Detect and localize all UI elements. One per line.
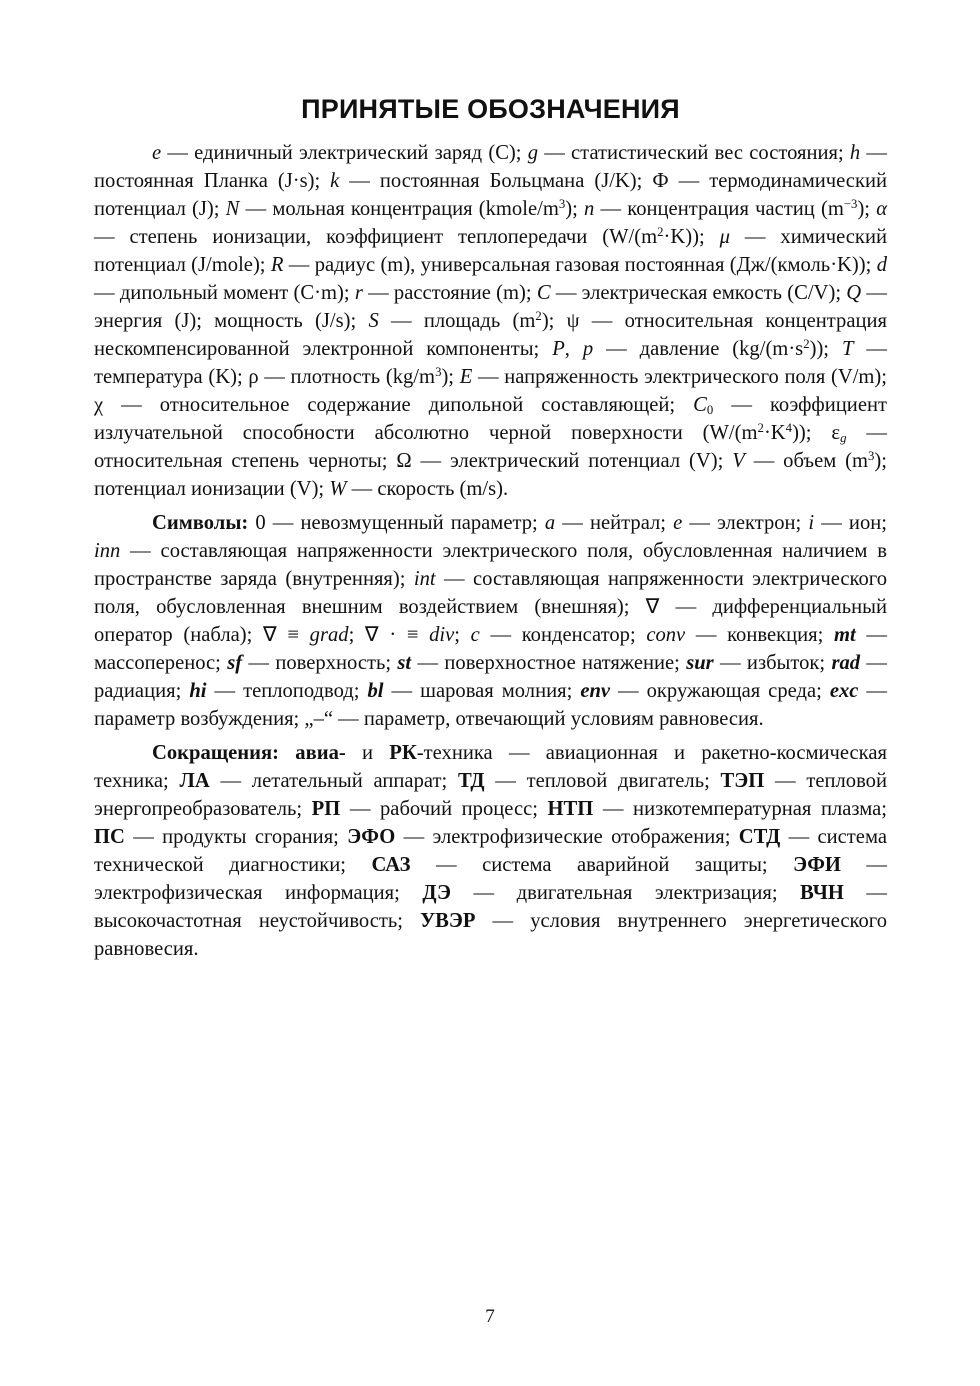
text-run: 2 — [535, 308, 542, 323]
text-run: — напряженность электрического поля (V/m); χ — относительное содержание дипольной составляющей; — [94, 366, 888, 416]
text-run: Сокращения: — [152, 742, 280, 764]
text-run: a — [544, 512, 556, 534]
text-run: — шаровая молния; — [383, 680, 581, 702]
text-run: rad — [831, 652, 861, 674]
text-run: , — [564, 338, 583, 360]
text-run: — электрофизическая информация; — [94, 854, 887, 904]
text-run: — концентрация частиц (m — [594, 198, 844, 220]
text-run: — энергия (J); мощность (J/s); — [94, 282, 887, 332]
text-run: — электрон; — [682, 512, 809, 534]
text-run: — радиация; — [94, 652, 887, 702]
text-run: n — [584, 198, 595, 220]
text-run: — поверхность; — [242, 652, 398, 674]
text-run: РК — [389, 742, 417, 764]
text-run: — конвекция; — [685, 624, 834, 646]
text-run: 2 — [757, 420, 764, 435]
text-run: c — [470, 624, 480, 646]
text-run: ); ψ — относительная концентрация нескомпенсированной электронной компоненты; — [94, 310, 887, 360]
text-run: ЭФО — [347, 826, 396, 848]
text-run: Символы: — [152, 512, 249, 534]
text-run: hi — [189, 680, 207, 702]
text-run: bl — [367, 680, 384, 702]
text-run: — низкотемпературная плазма; — [593, 798, 888, 820]
text-run: — коэффициент излучательной способности абсолютно черной поверхности (W/(m — [94, 394, 887, 444]
text-run: 0 — [706, 403, 714, 418]
abbreviations-paragraph — [94, 739, 887, 963]
text-run: — расстояние (m); — [362, 282, 537, 304]
text-run: )); — [809, 338, 842, 360]
text-run: — избыток; — [713, 652, 832, 674]
text-run: ЭФИ — [793, 854, 841, 876]
text-run: p — [582, 338, 594, 360]
text-run: 0 — невозмущенный параметр; — [248, 512, 545, 534]
text-run: ТД — [457, 770, 485, 792]
text-run: ; ∇ · ≡ — [348, 624, 430, 646]
text-run: — параметр возбуждения; „–“ — параметр, отвечающий условиям равновесия. — [94, 680, 887, 730]
text-run: — массоперенос; — [94, 624, 887, 674]
text-run: — составляющая напряженности электрического поля, обусловленная наличием в пространстве заряда (внутренняя); — [94, 540, 887, 590]
text-run: — давление (kg/(m·s — [593, 338, 804, 360]
text-run: и — [345, 742, 390, 764]
text-run: R — [270, 254, 284, 276]
text-run: — условия внутреннего энергетического равновесия. — [94, 910, 887, 960]
text-run: ); потенциал ионизации (V); — [94, 450, 887, 500]
text-run: — относительная степень черноты; Ω — электрический потенциал (V); — [94, 422, 887, 472]
text-run: inn — [94, 540, 121, 562]
text-run: μ — [719, 226, 730, 248]
text-run: 3 — [558, 196, 566, 211]
text-run: — скорость (m/s). — [346, 478, 509, 500]
text-run: ); — [857, 198, 877, 220]
text-run: — радиус (m), универсальная газовая постоянная (Дж/(кмоль·K)); — [283, 254, 877, 276]
text-run: -техника — авиационная и ракетно-космическая техника; — [94, 742, 887, 792]
text-run: ДЭ — [422, 882, 452, 904]
text-run: — тепловой двигатель; — [484, 770, 721, 792]
text-run: S — [368, 310, 379, 332]
text-run: grad — [309, 624, 349, 646]
notation-paragraph — [94, 139, 887, 503]
text-run: V — [732, 450, 745, 472]
text-run: ; — [454, 624, 471, 646]
text-run: e — [152, 142, 162, 164]
text-run: E — [459, 366, 473, 388]
text-run: g — [527, 142, 539, 164]
text-run: ·K)); — [663, 226, 720, 248]
text-run: — система аварийной защиты; — [410, 854, 794, 876]
text-run: div — [429, 624, 455, 646]
text-run: — химический потенциал (J/mole); — [94, 226, 887, 276]
text-run: k — [330, 170, 340, 192]
text-run: conv — [646, 624, 686, 646]
text-run: — объем (m — [744, 450, 869, 472]
text-run: УВЭР — [420, 910, 476, 932]
text-run: 2 — [803, 336, 810, 351]
text-run: ); — [565, 198, 584, 220]
text-run: СТД — [738, 826, 781, 848]
text-run: — рабочий процесс; — [340, 798, 548, 820]
text-run: 3 — [435, 364, 442, 379]
text-run: sf — [227, 652, 243, 674]
document-page — [94, 94, 887, 963]
text-run: — летательный аппарат; — [209, 770, 458, 792]
text-run — [279, 742, 295, 764]
text-run: — мольная концентрация (kmole/m — [239, 198, 559, 220]
page-number: 7 — [485, 1306, 495, 1327]
symbols-paragraph — [94, 509, 887, 733]
text-run: — окружающая среда; — [610, 680, 830, 702]
text-run: ВЧН — [800, 882, 844, 904]
text-run: h — [849, 142, 861, 164]
text-run: ПС — [94, 826, 125, 848]
text-run: Q — [846, 282, 862, 304]
text-run: авиа- — [295, 742, 346, 764]
text-run: W — [329, 478, 347, 500]
text-run: ); — [441, 366, 460, 388]
text-run: P — [552, 338, 565, 360]
text-run: — система технической диагностики; — [94, 826, 887, 876]
text-run: — нейтрал; — [555, 512, 674, 534]
text-run: — постоянная Планка (J·s); — [94, 142, 887, 192]
text-run: — статистический вес состояния; — [538, 142, 850, 164]
text-run: 3 — [868, 448, 875, 463]
text-run: −3 — [843, 196, 858, 211]
text-run: )); ε — [792, 422, 841, 444]
text-run: env — [580, 680, 611, 702]
text-run: — дипольный момент (C·m); — [94, 282, 355, 304]
page-title: ПРИНЯТЫЕ ОБОЗНАЧЕНИЯ — [301, 94, 680, 124]
text-run: — теплоподвод; — [206, 680, 368, 702]
text-run: — тепловой энергопреобразователь; — [94, 770, 887, 820]
text-run: N — [225, 198, 240, 220]
text-run: e — [673, 512, 683, 534]
text-run: int — [413, 568, 436, 590]
text-run: — единичный электрический заряд (С); — [161, 142, 528, 164]
text-run: C — [536, 282, 551, 304]
text-run: РП — [311, 798, 341, 820]
text-run: T — [841, 338, 854, 360]
text-run: r — [354, 282, 363, 304]
text-run: C — [693, 394, 707, 416]
text-run: — электрическая емкость (C/V); — [550, 282, 847, 304]
text-run: — конденсатор; — [479, 624, 647, 646]
text-run: sur — [686, 652, 714, 674]
text-run: g — [840, 431, 847, 446]
text-run: — ион; — [814, 512, 887, 534]
text-run: α — [876, 198, 888, 220]
text-run: — продукты сгорания; — [124, 826, 348, 848]
text-run: ·K — [763, 422, 786, 444]
text-run: d — [876, 254, 887, 276]
text-run: 4 — [785, 420, 793, 435]
text-run: — высокочастотная неустойчивость; — [94, 882, 887, 932]
text-run: — двигательная электризация; — [451, 882, 801, 904]
text-run: — постоянная Больцмана (J/K); Ф — термодинамический потенциал (J); — [94, 170, 887, 220]
text-run: — температура (K); ρ — плотность (kg/m — [94, 338, 887, 388]
text-run: i — [808, 512, 815, 534]
text-run: ТЭП — [720, 770, 765, 792]
text-run: 2 — [657, 224, 664, 239]
text-run: — степень ионизации, коэффициент теплопередачи (W/(m — [94, 226, 658, 248]
text-run: — поверхностное натяжение; — [411, 652, 687, 674]
text-run: — электрофизические отображения; — [395, 826, 739, 848]
text-run: exc — [829, 680, 859, 702]
text-run: mt — [834, 624, 856, 646]
text-run: САЗ — [371, 854, 411, 876]
text-run: НТП — [547, 798, 594, 820]
text-run: — площадь (m — [378, 310, 536, 332]
text-run: st — [397, 652, 412, 674]
text-run: ЛА — [179, 770, 210, 792]
text-run: — составляющая напряженности электрического поля, обусловленная внешним воздействием (внешняя); ∇ — дифференциальный оператор (набла); ∇ ≡ — [94, 568, 887, 646]
